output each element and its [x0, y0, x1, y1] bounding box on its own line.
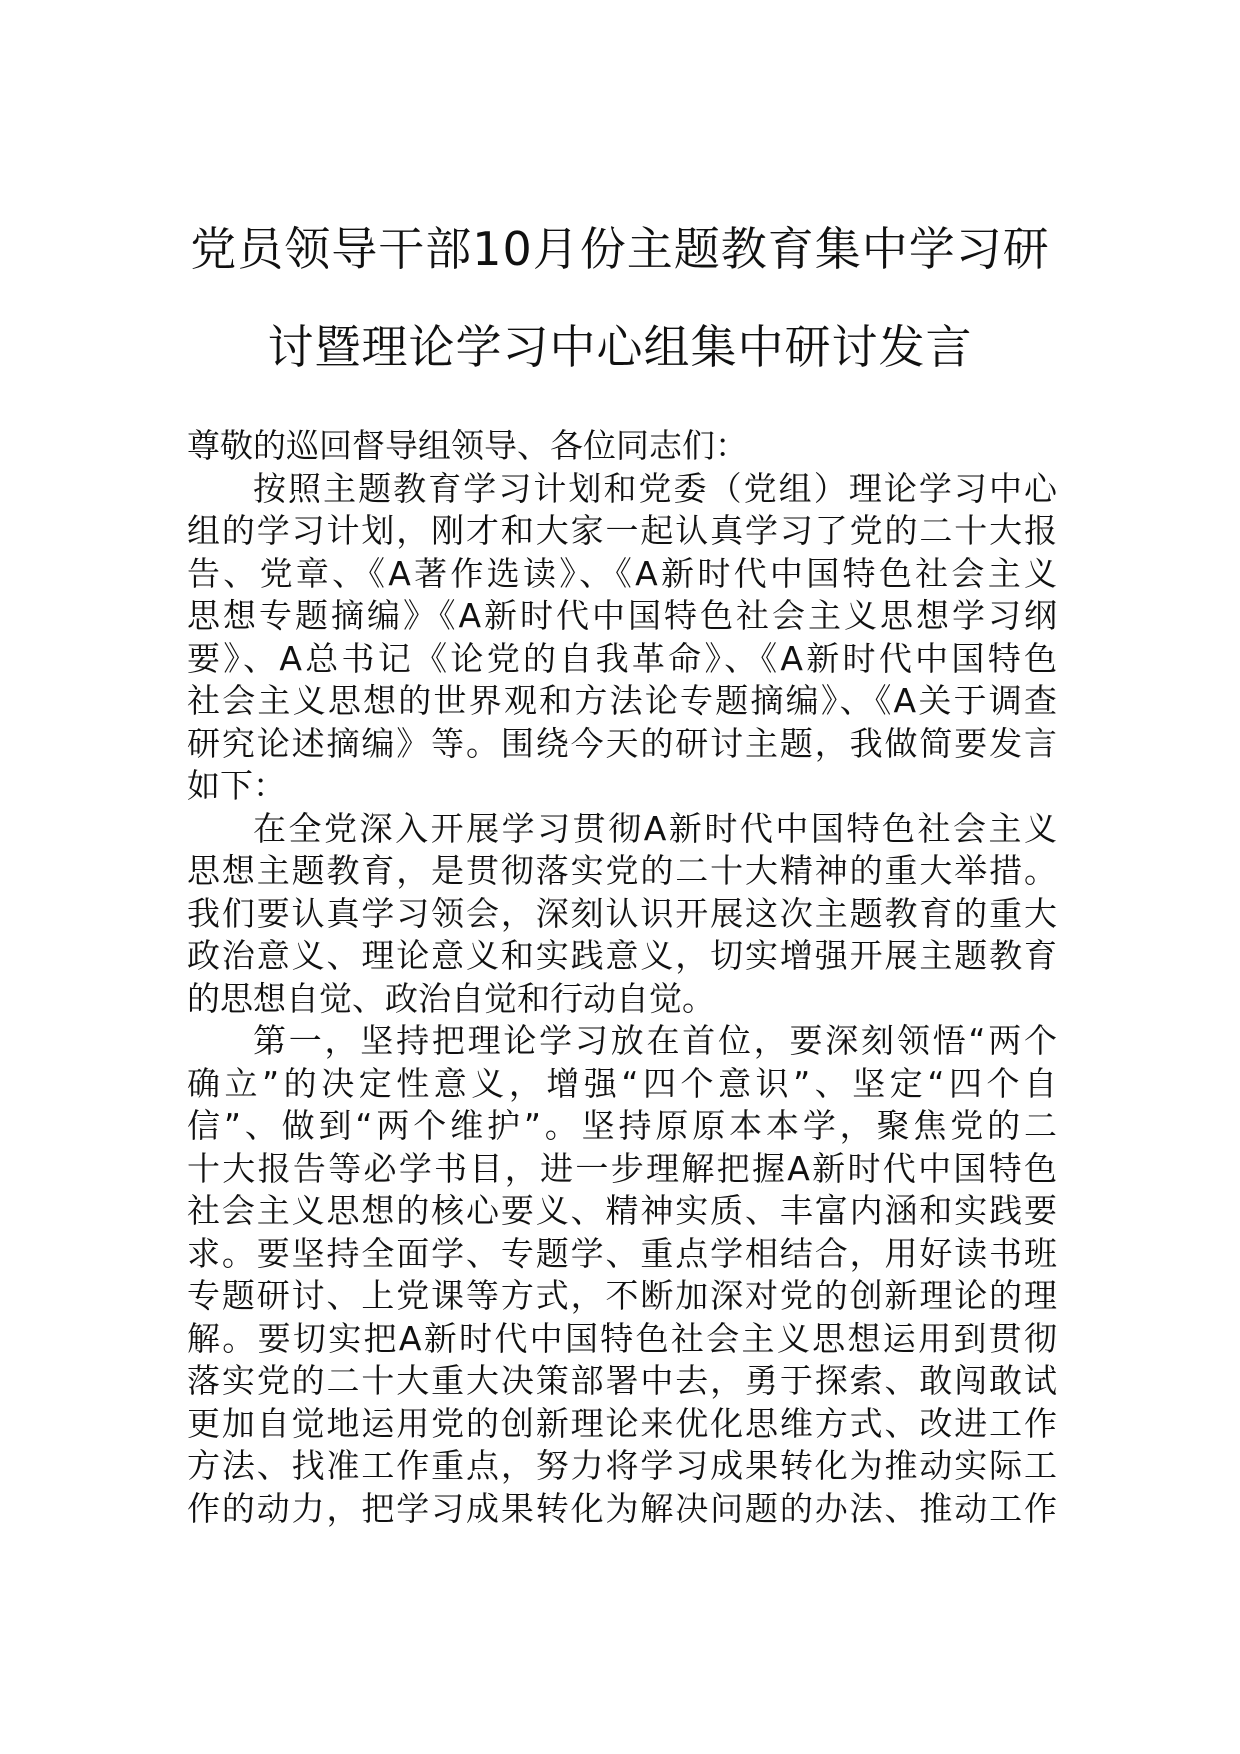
body-line: 在全党深入开展学习贯彻A新时代中国特色社会主义: [253, 808, 1057, 848]
title-line: 党员领导干部10月份主题教育集中学习研: [190, 222, 1050, 276]
body-line: 组的学习计划，刚才和大家一起认真学习了党的二十大报: [187, 511, 1057, 550]
body-line: 十大报告等必学书目，进一步理解把握A新时代中国特色: [187, 1148, 1057, 1188]
body-line: 的思想自觉、政治自觉和行动自觉。: [187, 978, 715, 1018]
body-line: 更加自觉地运用党的创新理论来优化思维方式、改进工作: [187, 1403, 1057, 1443]
body-line: 落实党的二十大重大决策部署中去，勇于探索、敢闯敢试: [187, 1361, 1057, 1400]
body-line: 专题研讨、上党课等方式，不断加深对党的创新理论的理: [187, 1276, 1057, 1315]
body-line: 按照主题教育学习计划和党委（党组）理论学习中心: [253, 468, 1057, 508]
body-line: 第一，坚持把理论学习放在首位，要深刻领悟“两个: [253, 1021, 1057, 1060]
body-line: 确立”的决定性意义，增强“四个意识”、坚定“四个自: [187, 1063, 1057, 1103]
body-line: 告、党章、《A著作选读》、《A新时代中国特色社会主义: [187, 553, 1057, 593]
body-line: 研究论述摘编》等。围绕今天的研讨主题，我做简要发言: [187, 723, 1057, 763]
paragraph-1: [187, 468, 1057, 808]
salutation-line: 尊敬的巡回督导组领导、各位同志们：: [187, 426, 748, 465]
body-line: 作的动力，把学习成果转化为解决问题的办法、推动工作: [187, 1488, 1057, 1528]
body-line: 要》、A总书记《论党的自我革命》、《A新时代中国特色: [187, 638, 1057, 678]
paragraph-3: [187, 1020, 1057, 1530]
body-line: 我们要认真学习领会，深刻认识开展这次主题教育的重大: [187, 893, 1057, 933]
document-title: [150, 200, 1090, 396]
body-line: 政治意义、理论意义和实践意义，切实增强开展主题教育: [187, 936, 1057, 975]
paragraph-2: [187, 808, 1057, 1021]
body-line: 求。要坚持全面学、专题学、重点学相结合，用好读书班: [187, 1233, 1057, 1273]
body-line: 如下：: [187, 766, 286, 805]
body-line: 社会主义思想的世界观和方法论专题摘编》、《A关于调查: [187, 681, 1057, 720]
body-line: 思想主题教育，是贯彻落实党的二十大精神的重大举措。: [187, 851, 1057, 890]
body-line: 解。要切实把A新时代中国特色社会主义思想运用到贯彻: [187, 1318, 1057, 1358]
body-line: 思想专题摘编》《A新时代中国特色社会主义思想学习纲: [187, 596, 1057, 635]
salutation: [187, 425, 1057, 468]
body-line: 社会主义思想的核心要义、精神实质、丰富内涵和实践要: [187, 1191, 1057, 1230]
document-body: [187, 425, 1057, 1530]
body-line: 信”、做到“两个维护”。坚持原原本本学，聚焦党的二: [187, 1106, 1057, 1145]
body-line: 方法、找准工作重点，努力将学习成果转化为推动实际工: [187, 1446, 1057, 1485]
title-line: 讨暨理论学习中心组集中研讨发言: [267, 320, 973, 374]
